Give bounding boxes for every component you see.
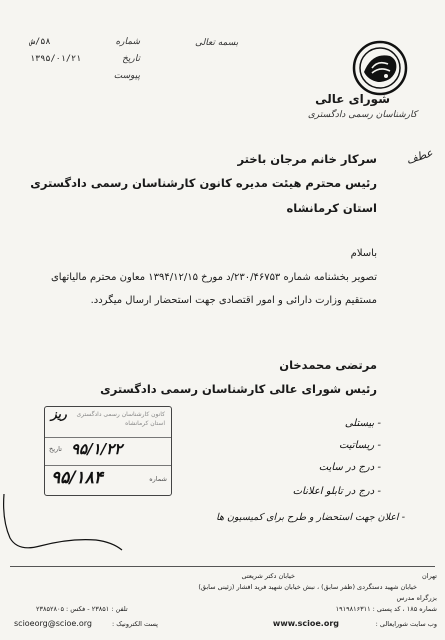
attachment-label: پیوست	[113, 71, 140, 81]
address-line2: خیابان شهید دستگردی (ظفر سابق) ، نبش خیابان شهید فرید افشار (زئینی سابق)	[198, 583, 417, 591]
salutation: باسلام	[350, 248, 377, 259]
website-label: وب سایت شورایعالی :	[375, 620, 437, 628]
addressee-province: استان کرمانشاه	[286, 201, 377, 215]
address-line3: بزرگراه مدرس	[396, 594, 437, 602]
addressee-name: سرکار خانم مرجان باختر	[237, 152, 377, 166]
received-stamp: کانون کارشناسان رسمی دادگستری استان کرمانشاه ریز تاریخ ۹۵/۱/۲۲ شماره ۹۵/۱۸۴	[44, 406, 172, 496]
address-number: شماره ۱۸۵ ، کد پستی : ۱۹۱۹۸۱۶۳۱۱	[335, 605, 437, 613]
signatory-title: رئیس شورای عالی کارشناسان رسمی دادگستری	[100, 382, 377, 396]
addressee-title: رئیس محترم هیئت مدیره کانون کارشناسان رسمی دادگستری	[30, 176, 377, 190]
date-label: تاریخ	[122, 54, 140, 64]
website-link[interactable]: www.scioe.org	[272, 619, 339, 628]
handwritten-note: عطف	[404, 146, 435, 167]
organization-subtitle: کارشناسان رسمی دادگستری	[307, 110, 417, 120]
phone-fax: تلفن : ۲۳۸۵۱ - فکس : ۲۳۸۵۲۸۰۵	[36, 605, 128, 613]
cc-note: - درج در تابلو اعلانات	[292, 486, 381, 497]
stamp-number-label: شماره	[149, 475, 167, 483]
stamp-date-label: تاریخ	[49, 445, 62, 453]
letter-body: تصویر بخشنامه شماره ۲۳۰/۴۶۷۵۳/د مورخ ۱۳۹۴/۱۲/۱۵ معاون محترم مالیاتهای مستقیم وزارت دارائی و امور اقتصادی جهت استحضار ارسال میگردد.	[50, 272, 377, 306]
address-city: تهران	[422, 572, 437, 580]
letter-meta	[30, 34, 140, 85]
cc-note: - درج در سایت	[318, 462, 381, 473]
organization-name: شورای عالی	[315, 92, 390, 106]
footer-divider	[10, 566, 435, 567]
cc-note: - بیستلی	[344, 418, 381, 429]
stamp-number: ۹۵/۱۸۴	[51, 468, 103, 488]
cc-note: - اعلان جهت استحضار و طرح برای کمیسیون ها	[216, 512, 405, 523]
address-line1: خیابان دکتر شریعتی	[241, 572, 295, 580]
number-label: شماره	[115, 37, 140, 47]
handwritten-scribble	[0, 490, 140, 560]
bismillah: بسمه تعالی	[195, 38, 239, 48]
organization-logo-icon	[350, 38, 410, 98]
email-label: پست الکترونیک :	[112, 620, 158, 628]
stamp-date: ۹۵/۱/۲۲	[71, 440, 123, 458]
number-value: ۵۸/ش	[30, 37, 51, 47]
date-value: ۱۳۹۵/۰۱/۲۱	[30, 54, 82, 64]
cc-note: - ریساتیت	[339, 440, 381, 451]
signatory-name: مرتضی محمدخان	[279, 358, 377, 372]
email-link[interactable]: scioeorg@scioe.org	[14, 619, 92, 628]
stamp-initial: ریز	[51, 407, 67, 421]
